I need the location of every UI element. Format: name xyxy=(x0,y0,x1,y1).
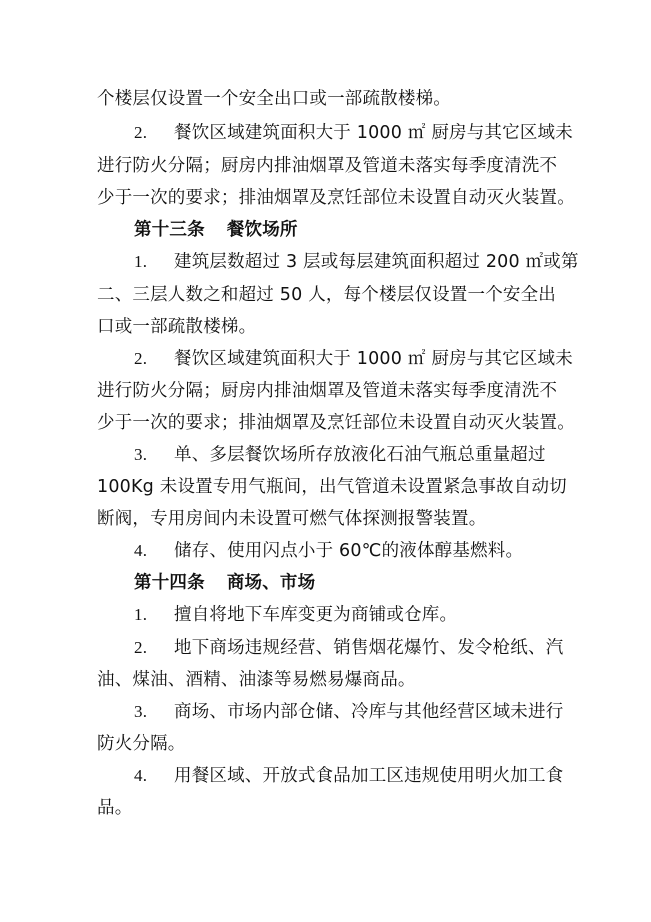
item-text: 储存、使用闪点小于 60℃的液体醇基燃料。 xyxy=(174,541,524,561)
section-heading-13 xyxy=(134,219,604,241)
list-item xyxy=(134,765,604,787)
item-text: 用餐区域、开放式食品加工区违规使用明火加工食 xyxy=(174,766,564,786)
item-text: 单、多层餐饮场所存放液化石油气瓶总重量超过 xyxy=(174,445,546,465)
text-line xyxy=(97,380,567,402)
line-text: 100Kg 未设置专用气瓶间，出气管道未设置紧急事故自动切 xyxy=(97,477,567,497)
line-text: 进行防火分隔；厨房内排油烟罩及管道未落实每季度清洗不 xyxy=(97,156,558,176)
list-item xyxy=(134,122,604,144)
list-item xyxy=(134,637,604,659)
list-item xyxy=(134,540,604,562)
text-line xyxy=(97,733,567,755)
line-text: 进行防火分隔；厨房内排油烟罩及管道未落实每季度清洗不 xyxy=(97,381,558,401)
text-line xyxy=(97,316,567,338)
item-text: 商场、市场内部仓储、冷库与其他经营区域未进行 xyxy=(174,702,564,722)
text-line xyxy=(97,88,567,110)
line-text: 少于一次的要求；排油烟罩及烹饪部位未设置自动灭火装置。 xyxy=(97,413,575,433)
article-number: 第十四条 xyxy=(134,573,205,593)
line-text: 品。 xyxy=(97,798,133,818)
item-text: 餐饮区域建筑面积大于 1000 ㎡ 厨房与其它区域未 xyxy=(174,349,573,369)
text-line xyxy=(97,508,567,530)
list-item xyxy=(134,348,604,370)
article-title: 商场、市场 xyxy=(226,573,316,593)
item-number: 2. xyxy=(134,638,148,657)
text-line xyxy=(97,187,575,209)
item-text: 擅自将地下车库变更为商铺或仓库。 xyxy=(174,605,458,625)
text-line xyxy=(97,155,567,177)
item-number: 3. xyxy=(134,702,148,721)
list-item xyxy=(134,444,604,466)
section-heading-14 xyxy=(134,572,604,594)
item-number: 2. xyxy=(134,349,148,368)
text-line xyxy=(97,476,567,498)
item-number: 1. xyxy=(134,605,148,624)
item-text: 建筑层数超过 3 层或每层建筑面积超过 200 ㎡或第 xyxy=(174,252,579,272)
item-number: 2. xyxy=(134,123,148,142)
item-number: 4. xyxy=(134,541,148,560)
article-number: 第十三条 xyxy=(134,220,205,240)
text-line xyxy=(97,797,567,819)
item-text: 地下商场违规经营、销售烟花爆竹、发令枪纸、汽 xyxy=(174,638,564,658)
item-number: 3. xyxy=(134,445,148,464)
list-item xyxy=(134,251,604,273)
list-item xyxy=(134,701,604,723)
line-text: 油、煤油、酒精、油漆等易燃易爆商品。 xyxy=(97,670,416,690)
list-item xyxy=(134,604,604,626)
text-line xyxy=(97,284,567,306)
line-text: 二、三层人数之和超过 50 人，每个楼层仅设置一个安全出 xyxy=(97,285,556,305)
article-title: 餐饮场所 xyxy=(226,220,298,240)
line-text: 个楼层仅设置一个安全出口或一部疏散楼梯。 xyxy=(97,89,451,109)
line-text: 断阀，专用房间内未设置可燃气体探测报警装置。 xyxy=(97,509,487,529)
item-number: 1. xyxy=(134,252,148,271)
text-line xyxy=(97,669,567,691)
item-number: 4. xyxy=(134,766,148,785)
text-line xyxy=(97,412,575,434)
item-text: 餐饮区域建筑面积大于 1000 ㎡ 厨房与其它区域未 xyxy=(174,123,573,143)
line-text: 口或一部疏散楼梯。 xyxy=(97,317,257,337)
line-text: 防火分隔。 xyxy=(97,734,186,754)
line-text: 少于一次的要求；排油烟罩及烹饪部位未设置自动灭火装置。 xyxy=(97,188,575,208)
